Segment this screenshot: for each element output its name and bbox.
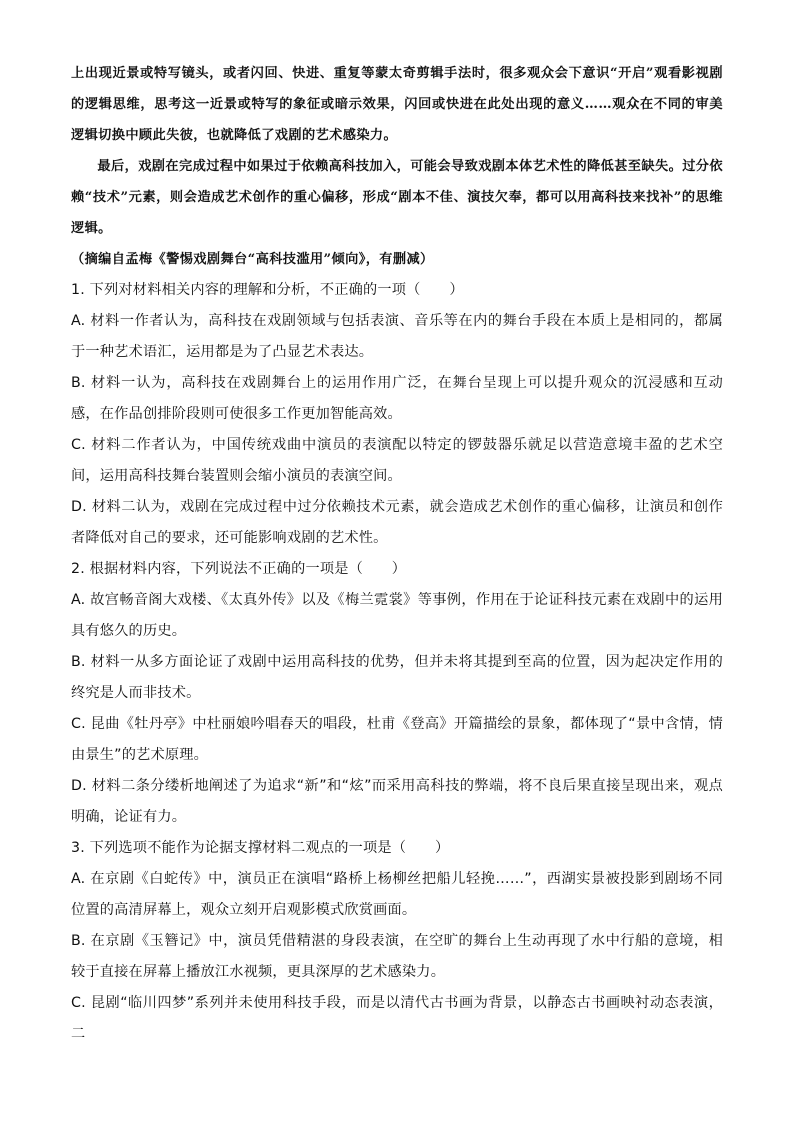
question-stem: 2. 根据材料内容，下列说法不正确的一项是（ ） xyxy=(71,561,407,577)
option-a: A. 故宫畅音阁大戏楼、《太真外传》以及《梅兰霓裳》等事例，作用在于论证科技元素在戏剧中的运用具有悠久的历史。 xyxy=(71,592,723,639)
question-stem: 1. 下列对材料相关内容的理解和分析，不正确的一项（ ） xyxy=(71,282,464,298)
passage-source: （摘编自孟梅《警惕戏剧舞台“高科技滥用”倾向》，有删减） xyxy=(71,252,434,267)
option-d: D. 材料二认为，戏剧在完成过程中过分依赖技术元素，就会造成艺术创作的重心偏移，让演员和创作者降低对自己的要求，还可能影响戏剧的艺术性。 xyxy=(71,499,723,546)
reading-passage xyxy=(71,58,723,275)
question-1 xyxy=(71,275,723,554)
exam-page xyxy=(71,58,723,1050)
question-stem: 3. 下列选项不能作为论据支撑材料二观点的一项是（ ） xyxy=(71,840,450,856)
passage-paragraph-1: 上出现近景或特写镜头，或者闪回、快进、重复等蒙太奇剪辑手法时，很多观众会下意识“开启”观看影视剧的逻辑思维，思考这一近景或特写的象征或暗示效果，闪回或快进在此处出现的意义……观众在不同的审美逻辑切换中顾此失彼，也就降低了戏剧的艺术感染力。 xyxy=(71,66,723,143)
option-a: A. 材料一作者认为，高科技在戏剧领域与包括表演、音乐等在内的舞台手段在本质上是相同的，都属于一种艺术语汇，运用都是为了凸显艺术表达。 xyxy=(71,313,723,360)
option-b: B. 在京剧《玉簪记》中，演员凭借精湛的身段表演，在空旷的舞台上生动再现了水中行船的意境，相较于直接在屏幕上播放江水视频，更具深厚的艺术感染力。 xyxy=(71,933,723,980)
option-d: D. 材料二条分缕析地阐述了为追求“新”和“炫”而采用高科技的弊端，将不良后果直接呈现出来，观点明确，论证有力。 xyxy=(71,778,723,825)
option-c: C. 昆剧“临川四梦”系列并未使用科技手段，而是以清代古书画为背景，以静态古书画映衬动态表演，二 xyxy=(71,995,723,1042)
option-c: C. 材料二作者认为，中国传统戏曲中演员的表演配以特定的锣鼓器乐就足以营造意境丰盈的艺术空间，运用高科技舞台装置则会缩小演员的表演空间。 xyxy=(71,437,723,484)
passage-paragraph-2: 最后，戏剧在完成过程中如果过于依赖高科技加入，可能会导致戏剧本体艺术性的降低甚至缺失。过分依赖“技术”元素，则会造成艺术创作的重心偏移，形成“剧本不佳、演技欠奉，都可以用高科技来找补”的思维逻辑。 xyxy=(71,159,723,236)
option-b: B. 材料一从多方面论证了戏剧中运用高科技的优势，但并未将其提到至高的位置，因为起决定作用的终究是人而非技术。 xyxy=(71,654,723,701)
question-2 xyxy=(71,554,723,833)
option-a: A. 在京剧《白蛇传》中，演员正在演唱“路桥上杨柳丝把船儿轻挽……”，西湖实景被投影到剧场不同位置的高清屏幕上，观众立刻开启观影模式欣赏画面。 xyxy=(71,871,723,918)
option-c: C. 昆曲《牡丹亭》中杜丽娘吟唱春天的唱段，杜甫《登高》开篇描绘的景象，都体现了“景中含情，情由景生”的艺术原理。 xyxy=(71,716,723,763)
question-3 xyxy=(71,833,723,1050)
option-b: B. 材料一认为，高科技在戏剧舞台上的运用作用广泛，在舞台呈现上可以提升观众的沉浸感和互动感，在作品创排阶段则可使很多工作更加智能高效。 xyxy=(71,375,723,422)
question-list xyxy=(71,275,723,1050)
